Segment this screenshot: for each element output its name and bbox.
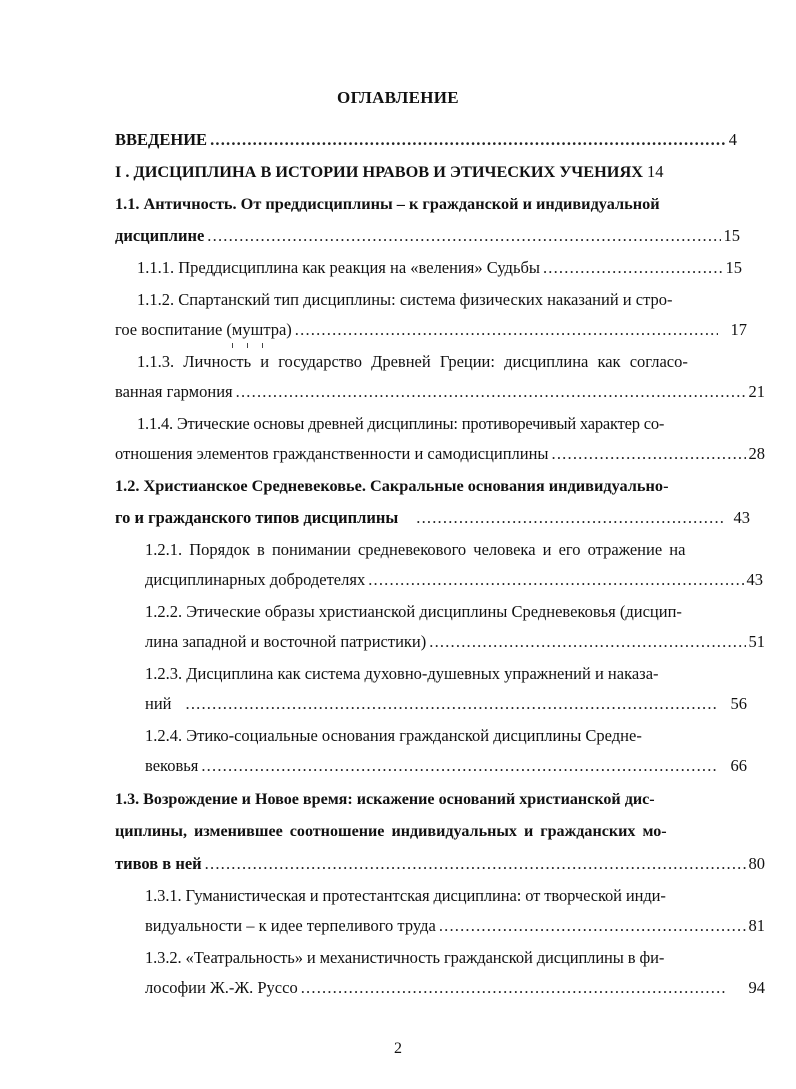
toc-entry-1-2-3-line1: 1.2.3. Дисциплина как система духовно-душевных упражнений и наказа- [145,664,659,683]
toc-entry-1-2-line2 [115,508,750,528]
leader-dots [295,320,718,340]
leader-dots [186,694,718,714]
toc-entry-1-1-line2 [115,226,740,246]
toc-page-number: 17 [730,320,747,339]
toc-page-number: 66 [730,756,747,775]
toc-entry-1-3-line2: циплины, изменившее соотношение индивидуальных и гражданских мо- [115,823,667,840]
scan-mark [232,343,233,348]
scan-mark [247,343,248,348]
toc-entry-intro [115,130,737,150]
toc-entry-1-3-line3 [115,854,765,874]
leader-dots [543,258,723,278]
toc-entry-1-2-4-line1: 1.2.4. Этико-социальные основания гражданской дисциплины Средне- [145,726,642,745]
toc-page-number: 81 [748,916,765,935]
toc-entry-text: лософии Ж.-Ж. Руссо [145,978,298,997]
leader-dots [368,570,743,590]
toc-entry-1-3-line1: 1.3. Возрождение и Новое время: искажение оснований христианской дис- [115,791,655,808]
toc-entry-1-3-1-line1: 1.3.1. Гуманистическая и протестантская дисциплина: от творческой инди- [145,886,666,905]
leader-dots [301,978,726,998]
toc-entry-text: ВВЕДЕНИЕ [115,130,208,149]
toc-page-number: 15 [723,226,740,245]
leader-dots [429,632,745,652]
leader-dots [416,508,722,528]
toc-entry-chapter-1 [115,162,755,182]
toc-page-number: 94 [748,978,765,997]
toc-entry-1-3-1-line2 [145,916,765,936]
toc-entry-text: лина западной и восточной патристики) [145,632,427,651]
leader-dots [552,444,746,464]
toc-entry-text: дисциплине [115,226,205,245]
toc-entry-1-2-2-line2 [145,632,765,652]
toc-entry-1-1-3-line1: 1.1.3. Личность и государство Древней Греции: дисциплина как согласо- [137,352,688,371]
toc-entry-text: ний [145,694,172,713]
toc-entry-1-2-4-line2 [145,756,747,776]
toc-entry-text: вековья [145,756,199,775]
leader-dots [210,130,726,150]
toc-entry-1-1-4-line1: 1.1.4. Этические основы древней дисциплины: противоречивый характер со- [137,414,665,433]
toc-entry-1-2-1-line1: 1.2.1. Порядок в понимании средневекового человека и его отражение на [145,540,686,559]
toc-entry-text: ванная гармония [115,382,233,401]
toc-entry-1-1-line1: 1.1. Античность. От преддисциплины – к гражданской и индивидуальной [115,194,660,213]
toc-entry-1-1-4-line2 [115,444,765,464]
toc-title: ОГЛАВЛЕНИЕ [337,88,459,107]
leader-dots [236,382,746,402]
toc-page-number: 80 [748,854,765,873]
toc-page-number: 21 [748,382,765,401]
toc-entry-text: видуальности – к идее терпеливого труда [145,916,436,935]
toc-page-number: 4 [728,130,737,149]
toc-page-number: 28 [748,444,765,463]
toc-entry-1-1-2-line1: 1.1.2. Спартанский тип дисциплины: система физических наказаний и стро- [137,290,673,309]
toc-page-number: 43 [746,570,763,589]
toc-page-number: 15 [725,258,742,277]
toc-page-number: 51 [748,632,765,651]
toc-page-number: 14 [646,162,664,181]
page-number: 2 [394,1040,402,1057]
leader-dots [439,916,746,936]
toc-entry-text: го и гражданского типов дисциплины [115,508,399,527]
toc-entry-1-2-line1: 1.2. Христианское Средневековье. Сакральные основания индивидуально- [115,476,669,495]
toc-entry-text: дисциплинарных добродетелях [145,570,366,589]
leader-dots [205,854,746,874]
toc-entry-1-2-3-line2 [145,694,747,714]
leader-dots [201,756,717,776]
toc-entry-text: 1.1.1. Преддисциплина как реакция на «веления» Судьбы [137,258,540,277]
toc-entry-1-2-2-line1: 1.2.2. Этические образы христианской дисциплины Средневековья (дисцип- [145,602,682,621]
scan-mark [262,343,263,348]
toc-entry-text: тивов в ней [115,854,202,873]
toc-entry-1-3-2-line1: 1.3.2. «Театральность» и механистичность гражданской дисциплины в фи- [145,948,665,967]
toc-entry-1-1-3-line2 [115,382,765,402]
toc-entry-1-1-1 [137,258,742,278]
toc-entry-text: гое воспитание (муштра) [115,320,292,339]
toc-entry-text: I . ДИСЦИПЛИНА В ИСТОРИИ НРАВОВ И ЭТИЧЕСКИХ УЧЕНИЯХ [115,162,643,181]
toc-entry-1-3-2-line2 [145,978,765,998]
toc-entry-1-1-2-line2 [115,320,747,340]
leader-dots [207,226,720,246]
toc-page-number: 43 [733,508,750,527]
toc-page-number: 56 [730,694,747,713]
toc-entry-text: отношения элементов гражданственности и самодисциплины [115,444,549,463]
toc-entry-1-2-1-line2 [145,570,763,590]
